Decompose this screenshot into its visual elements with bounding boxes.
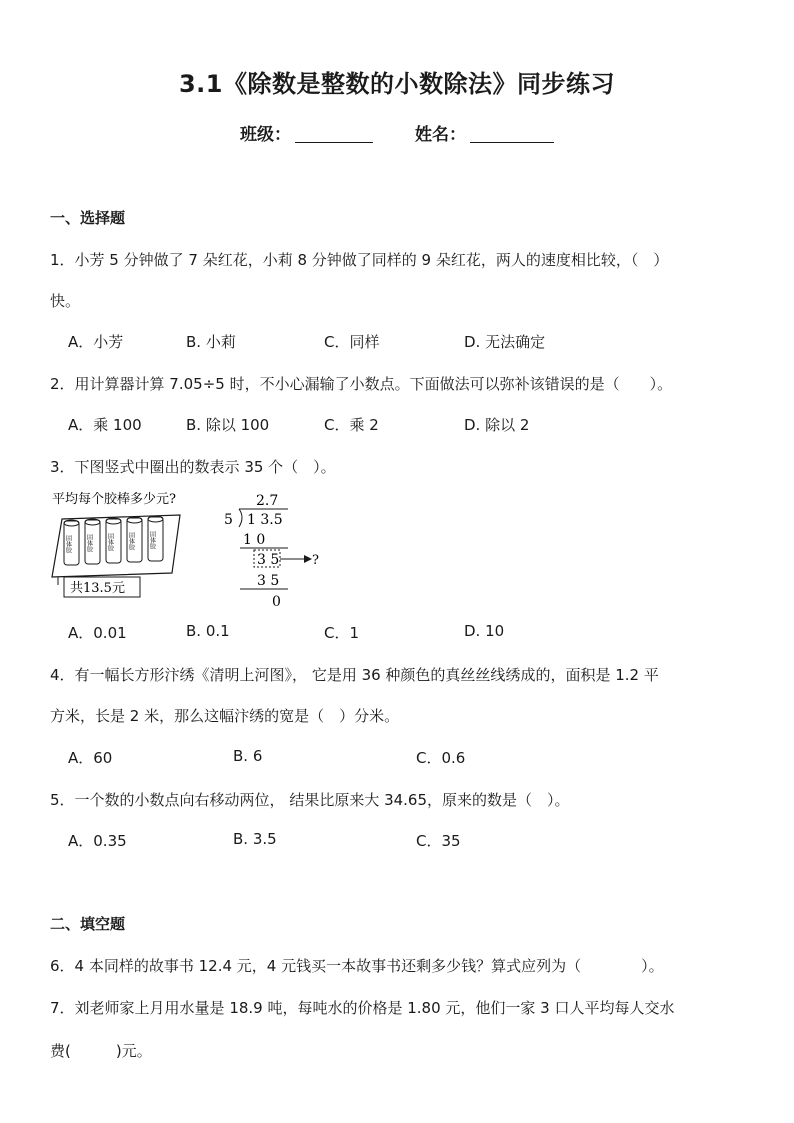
q5-option-c[interactable]: C．35 (416, 832, 461, 850)
q3-option-b[interactable]: B. 0.1 (186, 622, 230, 640)
q1-option-b[interactable]: B. 小莉 (186, 333, 236, 351)
q4-text-line2: 方米，长是 2 米，那么这幅汴绣的宽是（ ）分米。 (50, 707, 400, 725)
q1-option-d[interactable]: D. 无法确定 (464, 333, 546, 351)
class-blank[interactable] (295, 124, 373, 143)
q2-option-c[interactable]: C．乘 2 (324, 416, 379, 434)
step1-text: 1 0 (243, 532, 266, 548)
svg-text:固体胶: 固体胶 (127, 532, 135, 550)
glue-stick (64, 520, 79, 565)
glue-stick (106, 518, 121, 563)
q1-text-line2: 快。 (50, 292, 81, 310)
q2-option-d[interactable]: D. 除以 2 (464, 416, 530, 434)
q3-text-line1: 3．下图竖式中圈出的数表示 35 个（ ）。 (50, 458, 336, 476)
glue-stick (148, 516, 163, 561)
total-price-text: 共13.5元 (70, 581, 125, 596)
quotient-text: 2.7 (256, 493, 279, 509)
q7-text-line1: 7．刘老师家上月用水量是 18.9 吨，每吨水的价格是 1.80 元，他们一家 3 口人平均每人交水 (50, 999, 675, 1017)
long-division (224, 493, 319, 610)
q6-text-line1: 6．4 本同样的故事书 12.4 元，4 元钱买一本故事书还剩多少钱？算式应列为（ ）。 (50, 957, 664, 975)
q3-option-d[interactable]: D. 10 (464, 622, 505, 640)
q2-option-a[interactable]: A．乘 100 (68, 416, 142, 434)
svg-text:固体胶: 固体胶 (64, 535, 72, 553)
glue-stick-group (64, 516, 163, 565)
glue-stick (85, 519, 100, 564)
question-marker-text: ? (312, 553, 319, 568)
q3-option-a[interactable]: A．0.01 (68, 624, 127, 642)
svg-text:固体胶: 固体胶 (85, 534, 93, 552)
svg-text:固体胶: 固体胶 (106, 533, 114, 551)
name-field (415, 120, 554, 145)
q4-option-b[interactable]: B. 6 (233, 747, 263, 765)
q1-text-line1: 1．小芳 5 分钟做了 7 朵红花，小莉 8 分钟做了同样的 9 朵红花，两人的速度相比较，（ ） (50, 251, 669, 269)
section-heading-fill: 二、填空题 (50, 915, 126, 933)
q1-option-c[interactable]: C．同样 (324, 333, 380, 351)
q4-option-c[interactable]: C．0.6 (416, 749, 466, 767)
name-label: 姓名： (414, 125, 466, 145)
q7-text-line2: 费( )元。 (50, 1042, 152, 1060)
step2-text: 3 5 (257, 552, 280, 568)
q5-text-line1: 5．一个数的小数点向右移动两位， 结果比原来大 34.65，原来的数是（ ）。 (50, 791, 570, 809)
class-field (240, 120, 373, 145)
divisor-text: 5 (224, 512, 233, 528)
figure-question-text: 平均每个胶棒多少元? (52, 492, 176, 507)
svg-text:固体胶: 固体胶 (148, 531, 156, 549)
glue-stick (127, 517, 142, 562)
name-blank[interactable] (470, 124, 554, 143)
q3-figure (48, 487, 338, 613)
q5-option-b[interactable]: B. 3.5 (233, 830, 277, 848)
q5-option-a[interactable]: A．0.35 (68, 832, 127, 850)
student-info (0, 120, 794, 145)
class-label: 班级： (240, 125, 292, 145)
q4-option-a[interactable]: A．60 (68, 749, 113, 767)
remainder-text: 0 (272, 594, 281, 610)
q1-option-a[interactable]: A．小芳 (68, 333, 124, 351)
q2-text-line1: 2．用计算器计算 7.05÷5 时，不小心漏输了小数点。下面做法可以弥补该错误的是（ ）。 (50, 375, 673, 393)
q2-option-b[interactable]: B. 除以 100 (186, 416, 270, 434)
q4-text-line1: 4．有一幅长方形汴绣《清明上河图》， 它是用 36 种颜色的真丝丝线绣成的，面积是 1.2 平 (50, 666, 659, 684)
q3-option-c[interactable]: C．1 (324, 624, 360, 642)
page-title: 3.1《除数是整数的小数除法》同步练习 (178, 70, 615, 98)
section-heading-choice: 一、选择题 (50, 209, 126, 227)
dividend-text: 1 3.5 (247, 512, 283, 528)
step3-text: 3 5 (257, 573, 280, 589)
